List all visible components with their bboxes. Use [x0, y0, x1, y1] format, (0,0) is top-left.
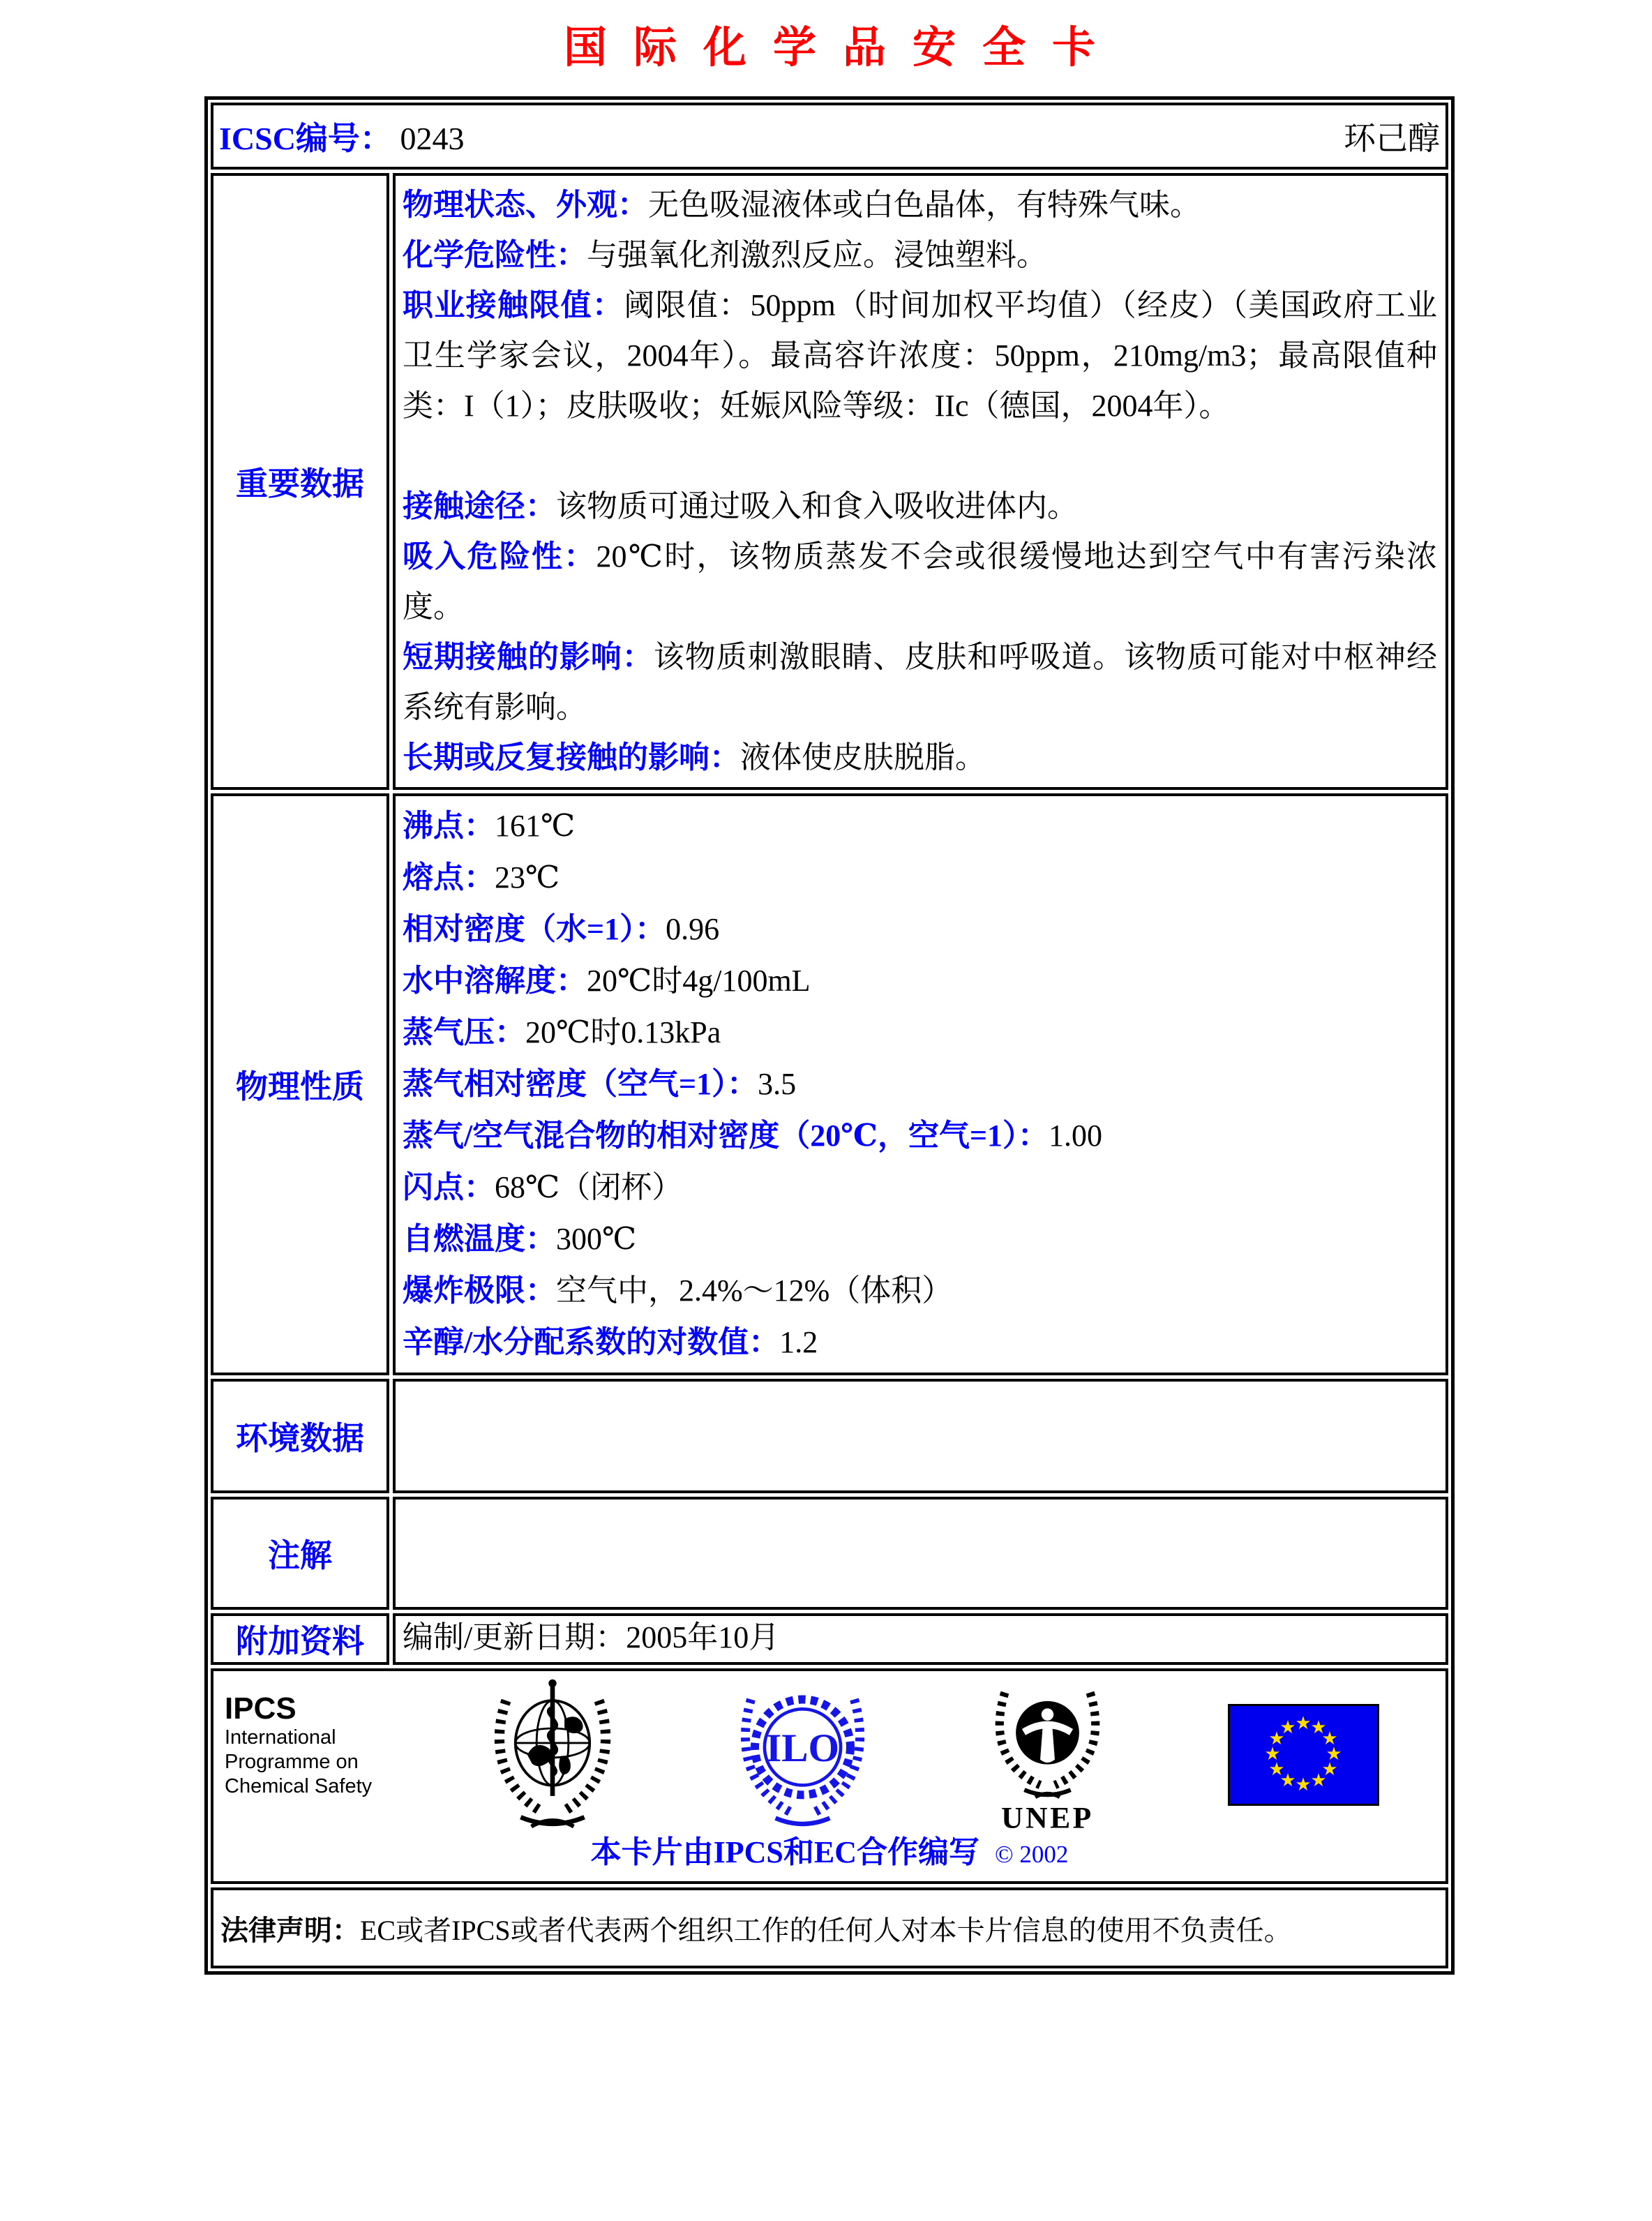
update-date-value: 2005年10月 — [626, 1620, 780, 1654]
section-label-notes: 注解 — [211, 1497, 389, 1610]
additional-info-content — [393, 1613, 1448, 1665]
prop-vapor-pressure: 蒸气压：20℃时0.13kPa — [403, 1015, 721, 1049]
prop-melting-point: 熔点：23℃ — [403, 860, 560, 895]
section-label-physical-properties: 物理性质 — [211, 793, 389, 1375]
svg-text:★: ★ — [1321, 1759, 1338, 1780]
ipcs-line-3: Chemical Safety — [225, 1775, 373, 1797]
prop-vapor-air-density: 蒸气/空气混合物的相对密度（20℃，空气=1）：1.00 — [403, 1119, 1103, 1153]
legal-label: 法律声明： — [220, 1914, 360, 1946]
fact-exposure-routes: 接触途径：该物质可通过吸入和食入吸收进体内。 — [403, 489, 1078, 523]
svg-text:★: ★ — [1279, 1770, 1296, 1791]
update-date-label: 编制/更新日期： — [403, 1620, 626, 1654]
fact-inhalation-risk: 吸入危险性：20℃时，该物质蒸发不会或很缓慢地达到空气中有害污染浓度。 — [403, 539, 1438, 624]
caption-text: 本卡片由IPCS和EC合作编写 — [590, 1835, 980, 1869]
section-label-additional-info: 附加资料 — [211, 1613, 389, 1665]
fact-short-term-effects: 短期接触的影响：该物质刺激眼睛、皮肤和呼吸道。该物质可能对中枢神经系统有影响。 — [403, 640, 1437, 724]
fact-occupational-limits: 职业接触限值：阈限值：50ppm（时间加权平均值）（经皮）（美国政府工业卫生学家会议，2004年）。最高容许浓度：50ppm，210mg/m3；最高限值种类：I（1）；皮肤吸收；妊娠风险等级：IIc（德国，2004年）。 — [403, 288, 1438, 423]
svg-text:★: ★ — [1325, 1744, 1342, 1765]
svg-text:★: ★ — [1279, 1717, 1296, 1738]
svg-text:UNEP: UNEP — [1001, 1800, 1094, 1834]
environmental-data-content — [393, 1379, 1448, 1493]
eu-flag-icon — [1228, 1704, 1379, 1806]
logos-content — [211, 1668, 1448, 1884]
svg-text:★: ★ — [1321, 1728, 1338, 1749]
prop-water-solubility: 水中溶解度：20℃时4g/100mL — [403, 964, 811, 998]
org-logo-area — [427, 1675, 1439, 1834]
legal-text-wrap — [220, 1908, 1292, 1948]
additional-info-row — [211, 1613, 1448, 1665]
prop-octanol-water: 辛醇/水分配系数的对数值：1.2 — [403, 1325, 818, 1359]
svg-text:★: ★ — [1309, 1770, 1327, 1791]
svg-text:★: ★ — [1263, 1744, 1281, 1765]
important-data-content — [393, 173, 1448, 790]
svg-text:★: ★ — [1294, 1774, 1312, 1795]
important-data-row — [211, 173, 1448, 790]
logos-row — [211, 1668, 1448, 1884]
unep-logo-icon — [986, 1677, 1109, 1834]
svg-text:★: ★ — [1294, 1713, 1312, 1734]
section-label-important-data: 重要数据 — [211, 173, 389, 790]
notes-content — [393, 1497, 1448, 1610]
header-cell — [211, 103, 1448, 170]
environmental-data-row — [211, 1379, 1448, 1493]
svg-text:★: ★ — [1268, 1728, 1285, 1749]
cooperation-caption — [220, 1834, 1439, 1877]
section-label-environmental-data: 环境数据 — [211, 1379, 389, 1493]
svg-text:ILO: ILO — [766, 1726, 840, 1771]
svg-text:★: ★ — [1268, 1759, 1285, 1780]
who-logo-icon — [486, 1675, 619, 1834]
physical-properties-row — [211, 793, 1448, 1375]
prop-vapor-density: 蒸气相对密度（空气=1）：3.5 — [403, 1067, 797, 1101]
fact-physical-state: 物理状态、外观：无色吸湿液体或白色晶体，有特殊气味。 — [403, 188, 1201, 222]
prop-autoignition-temp: 自燃温度：300℃ — [403, 1222, 637, 1256]
icsc-number-group — [219, 113, 464, 159]
icsc-number-label: ICSC编号： — [219, 121, 392, 156]
ipcs-text-block — [220, 1675, 427, 1799]
fact-chemical-danger: 化学危险性：与强氧化剂激烈反应。浸蚀塑料。 — [403, 238, 1047, 272]
header-row — [211, 103, 1448, 170]
legal-content — [211, 1887, 1448, 1968]
fact-long-term-effects: 长期或反复接触的影响：液体使皮肤脱脂。 — [403, 740, 986, 775]
legal-text: EC或者IPCS或者代表两个组织工作的任何人对本卡片信息的使用不负责任。 — [360, 1914, 1292, 1946]
logo-band — [220, 1675, 1439, 1834]
ilo-logo-icon — [738, 1679, 867, 1831]
prop-flash-point: 闪点：68℃（闭杯） — [403, 1170, 683, 1204]
physical-properties-content — [393, 793, 1448, 1375]
prop-explosive-limits: 爆炸极限：空气中，2.4%～12%（体积） — [403, 1273, 953, 1308]
svg-text:★: ★ — [1309, 1717, 1327, 1738]
prop-boiling-point: 沸点：161℃ — [403, 809, 576, 843]
ipcs-line-1: International — [225, 1726, 336, 1749]
chemical-name: 环己醇 — [1344, 121, 1440, 156]
ipcs-acronym: IPCS — [225, 1691, 296, 1726]
copyright-text: © 2002 — [995, 1841, 1069, 1868]
prop-relative-density: 相对密度（水=1）：0.96 — [403, 912, 720, 946]
notes-row — [211, 1497, 1448, 1610]
icsc-table — [204, 96, 1455, 1975]
page-title: 国际化学品安全卡 — [563, 24, 1122, 72]
icsc-number-value: 0243 — [400, 121, 465, 156]
ipcs-line-2: Programme on — [225, 1751, 359, 1773]
legal-row — [211, 1887, 1448, 1968]
